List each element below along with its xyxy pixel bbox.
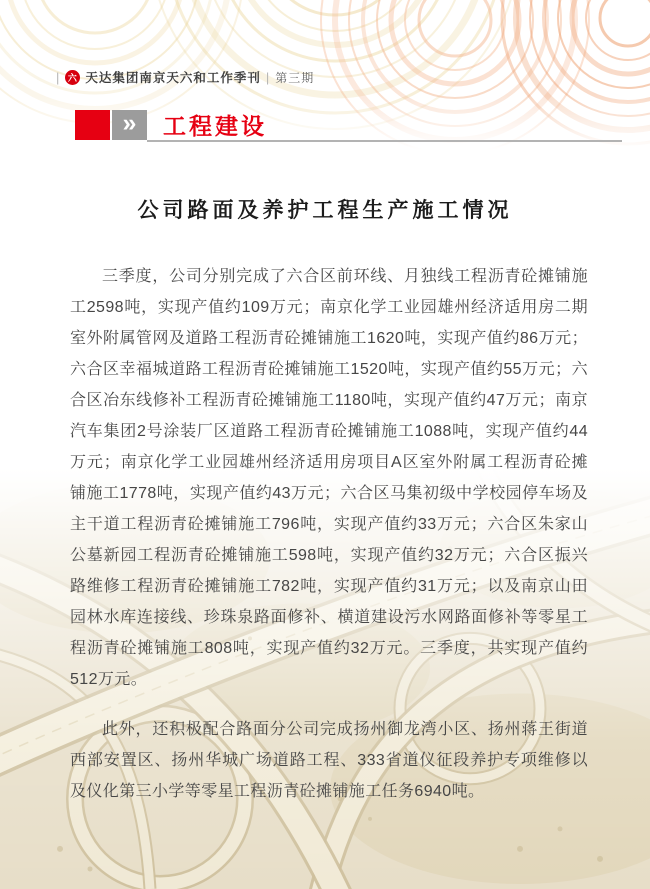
- section-banner: [75, 110, 622, 140]
- section-title: 工程建设: [163, 113, 267, 139]
- paragraph-quarter-summary: 三季度，公司分别完成了六合区前环线、月独线工程沥青砼摊铺施工2598吨，实现产值约109万元；南京化学工业园雄州经济适用房二期室外附属管网及道路工程沥青砼摊铺施工1620吨，实现产值约86万元；六合区幸福城道路工程沥青砼摊铺施工1520吨，实现产值约55万元；六合区冶东线修补工程沥青砼摊铺施工1180吨，实现产值约47万元；南京汽车集团2号涂装厂区道路工程沥青砼摊铺施工1088吨，实现产值约44万元；南京化学工业园雄州经济适用房项目A区室外附属工程沥青砼摊铺施工1778吨，实现产值约43万元；六合区马集初级中学校园停车场及主干道工程沥青砼摊铺施工796吨，实现产值约33万元；六合区朱家山公墓新园工程沥青砼摊铺施工598吨，实现产值约32万元；六合区振兴路维修工程沥青砼摊铺施工782吨，实现产值约31万元；以及南京山田园林水库连接线、珍珠泉路面修补、横道建设污水网路面修补等零星工程沥青砼摊铺施工808吨，实现产值约32万元。三季度，共实现产值约512万元。: [70, 268, 588, 688]
- article-body: [70, 261, 588, 807]
- tianda-logo-icon: [65, 70, 80, 85]
- journal-header: [56, 68, 314, 86]
- chevron-glyph: »: [122, 109, 137, 137]
- issue-separator: |: [265, 69, 271, 85]
- header-separator: |: [56, 69, 61, 85]
- logo-glyph: 六: [67, 72, 78, 83]
- banner-red-square: [75, 110, 110, 140]
- issue-number: 第三期: [275, 70, 315, 85]
- journal-title: 天达集团南京天六和工作季刊: [85, 71, 261, 85]
- paragraph-additional-work: 此外，还积极配合路面分公司完成扬州御龙湾小区、扬州蒋王街道西部安置区、扬州华城广场道路工程、333省道仪征段养护专项维修以及仪化第三小学等零星工程沥青砼摊铺施工任务6940吨。: [70, 721, 588, 800]
- banner-rule: [147, 140, 622, 142]
- article-title: 公司路面及养护工程生产施工情况: [137, 198, 513, 222]
- chevron-right-icon: [112, 110, 147, 140]
